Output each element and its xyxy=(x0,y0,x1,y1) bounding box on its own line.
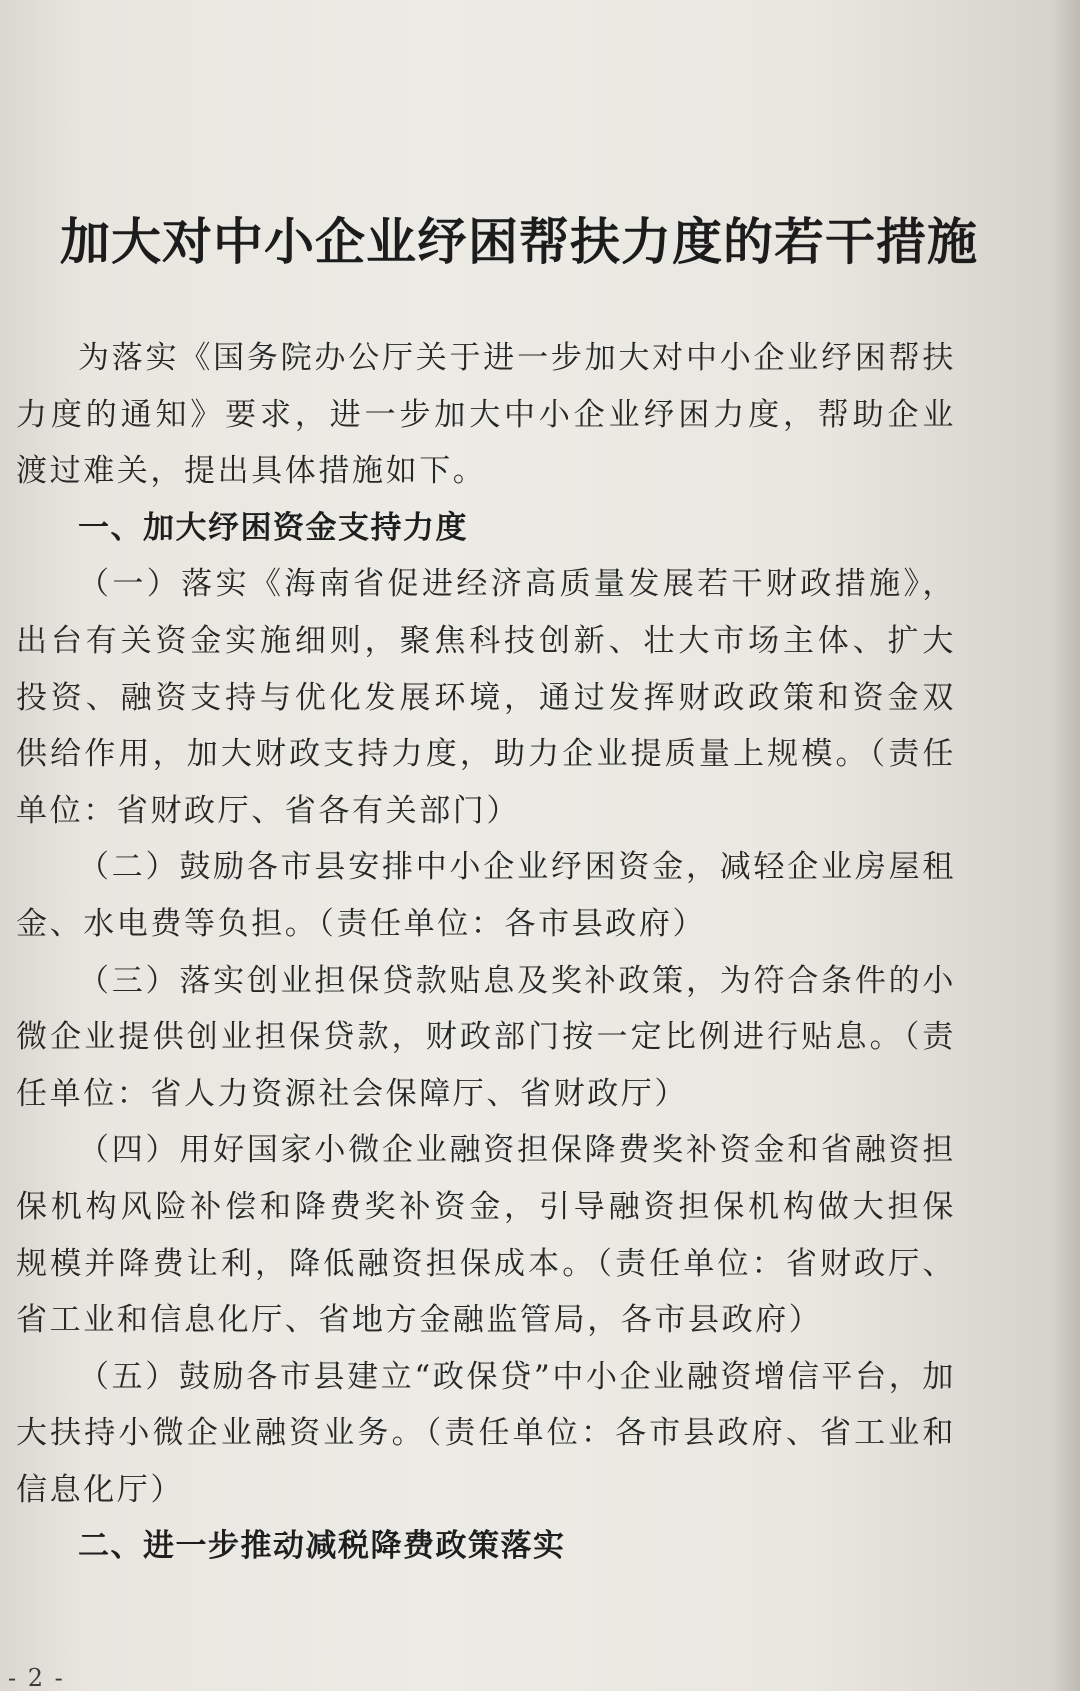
paper-edge-shadow xyxy=(1052,0,1080,1691)
document-title: 加大对中小企业纾困帮扶力度的若干措施 xyxy=(60,212,978,271)
page-number: - 2 - xyxy=(8,1664,65,1691)
document-body xyxy=(16,330,956,1575)
section-1-item-3: （三）落实创业担保贷款贴息及奖补政策，为符合条件的小微企业提供创业担保贷款，财政部门按一定比例进行贴息。（责任单位：省人力资源社会保障厅、省财政厅） xyxy=(16,962,956,1112)
intro-paragraph: 为落实《国务院办公厅关于进一步加大对中小企业纾困帮扶力度的通知》要求，进一步加大中小企业纾困力度，帮助企业渡过难关，提出具体措施如下。 xyxy=(16,340,956,490)
section-1-item-1: （一）落实《海南省促进经济高质量发展若干财政措施》，出台有关资金实施细则，聚焦科技创新、壮大市场主体、扩大投资、融资支持与优化发展环境，通过发挥财政政策和资金双供给作用，加大财政支持力度，助力企业提质量上规模。（责任单位：省财政厅、省各有关部门） xyxy=(16,566,956,829)
section-1-item-5: （五）鼓励各市县建立“政保贷”中小企业融资增信平台，加大扶持小微企业融资业务。（责任单位：各市县政府、省工业和信息化厅） xyxy=(16,1358,956,1508)
section-1-item-2: （二）鼓励各市县安排中小企业纾困资金，减轻企业房屋租金、水电费等负担。（责任单位：各市县政府） xyxy=(16,849,956,942)
section-heading-1: 一、加大纾困资金支持力度 xyxy=(78,509,468,546)
section-1-item-4: （四）用好国家小微企业融资担保降费奖补资金和省融资担保机构风险补偿和降费奖补资金，引导融资担保机构做大担保规模并降费让利，降低融资担保成本。（责任单位：省财政厅、省工业和信息化厅、省地方金融监管局，各市县政府） xyxy=(16,1132,956,1339)
section-heading-2: 二、进一步推动减税降费政策落实 xyxy=(78,1528,566,1565)
